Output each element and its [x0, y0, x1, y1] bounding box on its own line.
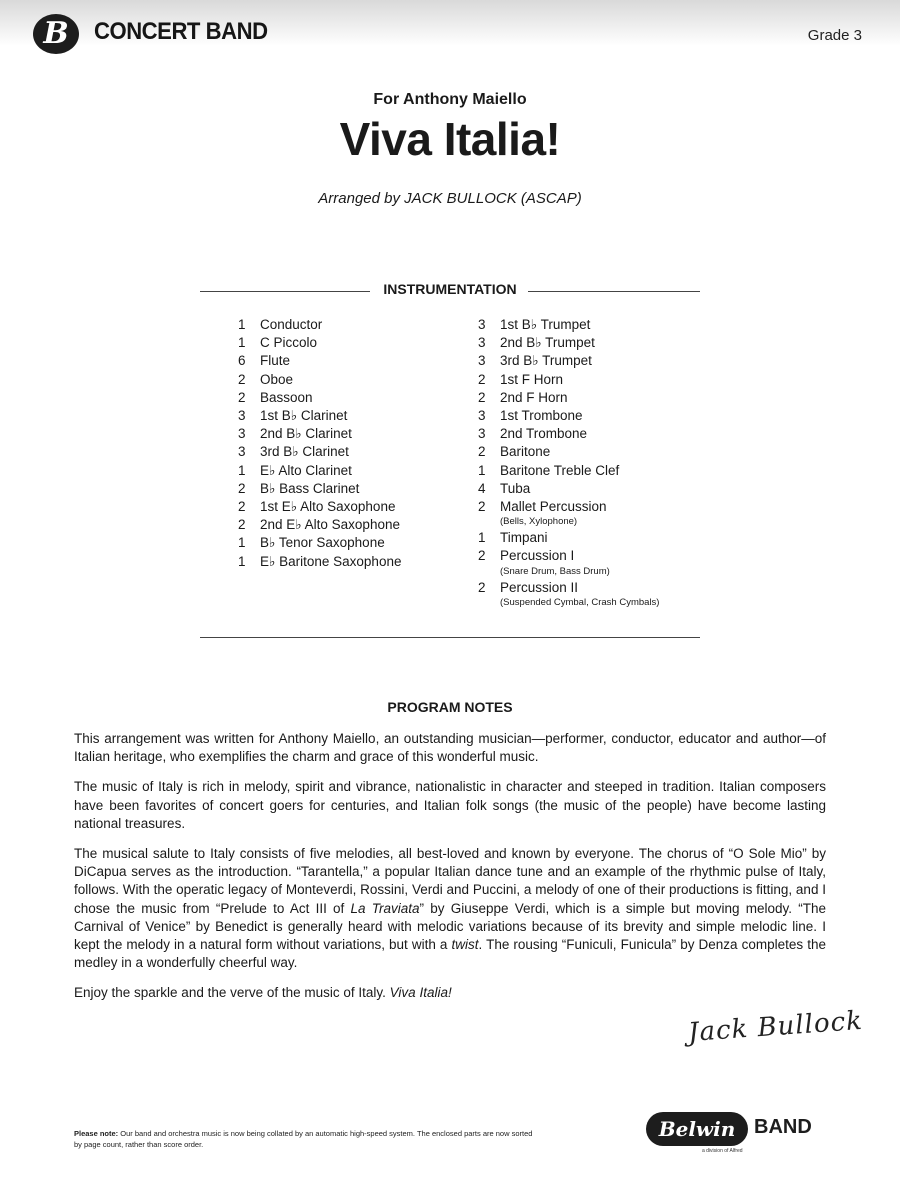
instrument-quantity: 2 — [478, 371, 486, 387]
instrument-quantity: 2 — [238, 389, 246, 405]
dedication: For Anthony Maiello — [373, 91, 527, 108]
instrument-subtitle: (Snare Drum, Bass Drum) — [500, 565, 610, 577]
instrument-row — [238, 462, 448, 480]
instrument-quantity: 1 — [238, 462, 246, 478]
instrument-entry — [500, 480, 718, 498]
instrument-name: 3rd B♭ Clarinet — [260, 444, 349, 460]
instrument-row — [238, 352, 448, 370]
instrument-row — [478, 529, 718, 547]
instrument-row — [478, 443, 718, 461]
instrument-name: Flute — [260, 353, 291, 369]
instrument-entry — [500, 352, 718, 370]
instrument-quantity: 1 — [238, 535, 246, 551]
instrument-quantity: 3 — [478, 335, 486, 351]
instrument-row — [238, 498, 448, 516]
instrument-name: Conductor — [260, 317, 323, 332]
instrument-name: 1st B♭ Trumpet — [500, 317, 591, 332]
page-title: Viva Italia! — [339, 113, 561, 165]
instrumentation-bottom-rule — [200, 637, 700, 638]
instrument-quantity: 2 — [238, 499, 246, 515]
instrument-row — [478, 498, 718, 529]
instrument-row — [478, 334, 718, 352]
instrument-name: 3rd B♭ Trumpet — [500, 353, 592, 369]
instrument-row — [478, 407, 718, 425]
instrument-entry — [260, 389, 448, 407]
instrument-name: Oboe — [260, 371, 294, 387]
instrument-list-left — [238, 316, 448, 571]
instrument-entry — [260, 371, 448, 389]
instrument-entry — [500, 547, 718, 578]
instrument-entry — [500, 389, 718, 407]
instrument-entry — [500, 498, 718, 529]
belwin-logo-icon: B — [33, 14, 79, 54]
instrument-quantity: 1 — [238, 335, 246, 351]
instrument-name: 2nd B♭ Clarinet — [260, 426, 352, 442]
instrument-row — [478, 480, 718, 498]
instrument-quantity: 2 — [478, 444, 486, 460]
instrument-entry — [260, 516, 448, 534]
instrument-entry — [260, 352, 448, 370]
brand-word: BAND — [754, 1116, 812, 1138]
instrumentation-heading-rule — [200, 281, 700, 301]
instrument-entry — [500, 443, 718, 461]
signature: Jack Bullock — [687, 1005, 864, 1049]
program-notes — [74, 730, 826, 1015]
instrument-entry — [260, 553, 448, 571]
instrument-quantity: 1 — [238, 553, 246, 569]
instrument-name: 2nd Trombone — [500, 426, 588, 442]
instrument-entry — [500, 371, 718, 389]
instrument-name: C Piccolo — [260, 335, 318, 351]
instrument-quantity: 1 — [478, 530, 486, 546]
instrument-quantity: 2 — [478, 389, 486, 405]
instrument-quantity: 2 — [238, 517, 246, 533]
instrument-row — [238, 443, 448, 461]
instrument-row — [478, 462, 718, 480]
instrument-quantity: 3 — [478, 317, 486, 332]
instrument-row — [238, 334, 448, 352]
instrument-name: 1st F Horn — [500, 371, 564, 387]
instrument-quantity: 3 — [238, 408, 246, 424]
instrument-row — [478, 371, 718, 389]
instrument-name: B♭ Tenor Saxophone — [260, 535, 385, 551]
instrument-name: E♭ Baritone Saxophone — [260, 553, 402, 569]
instrument-row — [238, 516, 448, 534]
series-title: CONCERT BAND — [94, 18, 268, 45]
instrument-name: 2nd B♭ Trumpet — [500, 335, 595, 351]
instrument-entry — [500, 334, 718, 352]
instrument-row — [238, 553, 448, 571]
instrumentation-heading: INSTRUMENTATION — [200, 281, 700, 297]
instrument-name: Mallet Percussion — [500, 499, 607, 515]
instrument-name: 2nd F Horn — [500, 389, 568, 405]
instrument-name: Timpani — [500, 530, 548, 546]
instrument-name: 1st Trombone — [500, 408, 583, 424]
instrument-row — [238, 407, 448, 425]
instrument-quantity: 1 — [238, 317, 246, 332]
instrument-entry — [260, 425, 448, 443]
instrument-name: 2nd E♭ Alto Saxophone — [260, 517, 400, 533]
notes-paragraph: This arrangement was written for Anthony Maiello, an outstanding musician—performer, conductor, educator and author—of Italian heritage, who exemplifies the charm and grace of this wonderful music. — [74, 731, 826, 765]
instrument-row — [238, 389, 448, 407]
notes-paragraph: The music of Italy is rich in melody, spirit and vibrance, nationalistic in character and steeped in tradition. Italian composers have been favorites of concert goers for centuries, and Italian folk songs (the music of the people) have become lasting national treasures. — [74, 779, 826, 831]
instrument-entry — [260, 443, 448, 461]
instrument-quantity: 2 — [478, 579, 486, 595]
instrument-row — [478, 579, 718, 610]
notes-paragraph: Enjoy the sparkle and the verve of the music of Italy. Viva Italia! — [74, 985, 452, 1001]
instrument-quantity: 6 — [238, 353, 246, 369]
instrument-quantity: 2 — [478, 548, 486, 564]
instrument-row — [478, 352, 718, 370]
belwin-badge: Belwin — [646, 1112, 748, 1146]
instrument-row — [478, 389, 718, 407]
instrument-entry — [260, 334, 448, 352]
instrument-name: 1st E♭ Alto Saxophone — [260, 499, 396, 515]
instrument-entry — [500, 316, 718, 334]
instrument-entry — [260, 498, 448, 516]
instrument-row — [238, 316, 448, 334]
instrument-name: Baritone Treble Clef — [500, 462, 620, 478]
collation-footnote: Please note: Our band and orchestra music is now being collated by an automatic high-speed system. The enclosed parts are now sorted by page count, rather than score order. — [74, 1129, 533, 1149]
instrument-quantity: 2 — [238, 480, 246, 496]
instrument-name: E♭ Alto Clarinet — [260, 462, 352, 478]
brand-subtitle: a division of Alfred — [702, 1148, 743, 1154]
instrument-name: Baritone — [500, 444, 551, 460]
instrument-entry — [260, 407, 448, 425]
notes-paragraph: The musical salute to Italy consists of five melodies, all best-loved and known by everyone. The chorus of “O Sole Mio” by DiCapua serves as the introduction. “Tarantella,” a popular Italian dance tune and an example of the rhythmic pulse of Italy, follows. With the operatic legacy of Monteverdi, Rossini, Verdi and Puccini, a melody of one of their productions is fitting, and I chose the music from “Prelude to Act III of La Traviata” by Giuseppe Verdi, which is a simple but moving melody. “The Carnival of Venice” by Benedict is generally heard with melodic variations because of its brevity and simple melodic line. I kept the melody in a natural form without variations, but with a twist. The rousing “Funiculi, Funicula” by Denza completes the medley in a wonderfully cheerful way. — [74, 846, 827, 971]
instrument-quantity: 3 — [478, 426, 486, 442]
instrument-quantity: 1 — [478, 462, 486, 478]
instrument-quantity: 2 — [478, 499, 486, 515]
instrument-row — [238, 534, 448, 552]
instrument-quantity: 3 — [478, 353, 486, 369]
instrument-entry — [260, 480, 448, 498]
instrument-row — [238, 480, 448, 498]
instrument-quantity: 3 — [238, 426, 246, 442]
instrument-row — [478, 316, 718, 334]
publisher-logo — [646, 1108, 846, 1154]
instrument-entry — [260, 316, 448, 334]
instrument-entry — [260, 534, 448, 552]
instrument-entry — [500, 529, 718, 547]
instrument-row — [238, 371, 448, 389]
instrument-entry — [500, 407, 718, 425]
instrument-name: Tuba — [500, 480, 531, 496]
instrument-list-right — [478, 316, 718, 610]
instrument-entry — [500, 579, 718, 610]
instrument-entry — [260, 462, 448, 480]
program-notes-heading: PROGRAM NOTES — [387, 699, 513, 715]
instrument-quantity: 2 — [238, 371, 246, 387]
instrument-row — [478, 425, 718, 443]
instrument-name: 1st B♭ Clarinet — [260, 408, 348, 424]
instrument-quantity: 3 — [238, 444, 246, 460]
instrument-row — [478, 547, 718, 578]
instrument-entry — [500, 425, 718, 443]
instrument-name: B♭ Bass Clarinet — [260, 480, 360, 496]
instrument-subtitle: (Suspended Cymbal, Crash Cymbals) — [500, 596, 660, 608]
instrument-row — [238, 425, 448, 443]
instrument-name: Percussion I — [500, 548, 575, 564]
instrument-quantity: 4 — [478, 480, 486, 496]
grade-label: Grade 3 — [807, 27, 862, 44]
instrument-entry — [500, 462, 718, 480]
instrument-quantity: 3 — [478, 408, 486, 424]
instrument-subtitle: (Bells, Xylophone) — [500, 516, 578, 528]
arranger-credit: Arranged by JACK BULLOCK (ASCAP) — [318, 190, 582, 207]
instrument-name: Percussion II — [500, 579, 579, 595]
instrument-name: Bassoon — [260, 389, 313, 405]
